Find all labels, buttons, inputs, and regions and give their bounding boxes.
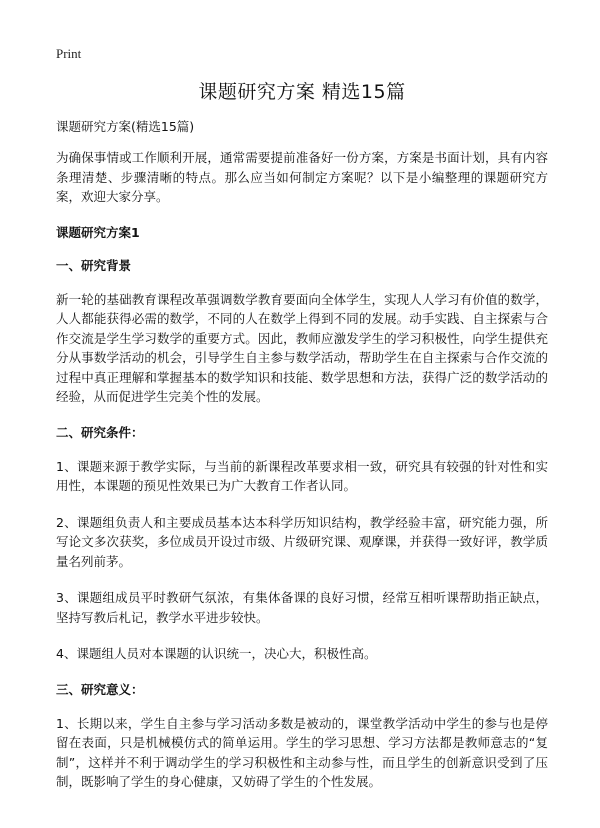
conditions-paragraph-3: 3、课题组成员平时教研气氛浓，有集体备课的良好习惯，经常互相听课帮助指正缺点，坚持写教后札记，教学水平进步较快。 [56,590,548,625]
conditions-paragraph-2: 2、课题组负责人和主要成员基本达本科学历知识结构，教学经验丰富，研究能力强，所写论文多次获奖，多位成员开设过市级、片级研究课、观摩课，并获得一致好评，教学质量名列前茅。 [56,514,548,569]
background-paragraph: 新一轮的基础教育课程改革强调数学教育要面向全体学生，实现人人学习有价值的数学，人人都能获得必需的数学，不同的人在数学上得到不同的发展。动手实践、自主探索与合作交流是学生学习数学的重要方式。因此，教师应激发学生的学习积极性，向学生提供充分从事数学活动的机会，引导学生自主参与数学活动，帮助学生在自主探索与合作交流的过程中真正理解和掌握基本的数学知识和技能、数学思想和方法，获得广泛的数学活动的经验，从而促进学生完美个性的发展。 [56,291,548,404]
conditions-paragraph-4: 4、课题组人员对本课题的认识统一，决心大，积极性高。 [56,646,377,661]
conditions-paragraph-1: 1、课题来源于教学实际，与当前的新课程改革要求相一致，研究具有较强的针对性和实用性，本课题的预见性效果已为广大教育工作者认同。 [56,458,548,493]
document-body [56,80,548,809]
section-heading-background: 一、研究背景 [56,257,132,273]
section-heading-significance: 三、研究意义： [56,681,144,697]
plan-heading: 课题研究方案1 [56,224,140,240]
document-subtitle: 课题研究方案(精选15篇) [56,119,195,134]
page-title: 课题研究方案 精选15篇 [198,81,406,103]
significance-paragraph-1: 1、长期以来，学生自主参与学习活动多数是被动的，课堂教学活动中学生的参与也是停留在表面，只是机械模仿式的简单运用。学生的学习思想、学习方法都是教师意志的“复制”，这样并不利于调动学生的学习积极性和主动参与性，而且学生的创新意识受到了压制，既影响了学生的身心健康，又妨碍了学生的个性发展。 [56,715,548,789]
intro-paragraph: 为确保事情或工作顺利开展，通常需要提前准备好一份方案，方案是书面计划，具有内容条理清楚、步骤清晰的特点。那么应当如何制定方案呢？以下是小编整理的课题研究方案，欢迎大家分享。 [56,150,548,204]
print-link[interactable]: Print [56,46,82,61]
section-heading-conditions: 二、研究条件： [56,424,144,440]
